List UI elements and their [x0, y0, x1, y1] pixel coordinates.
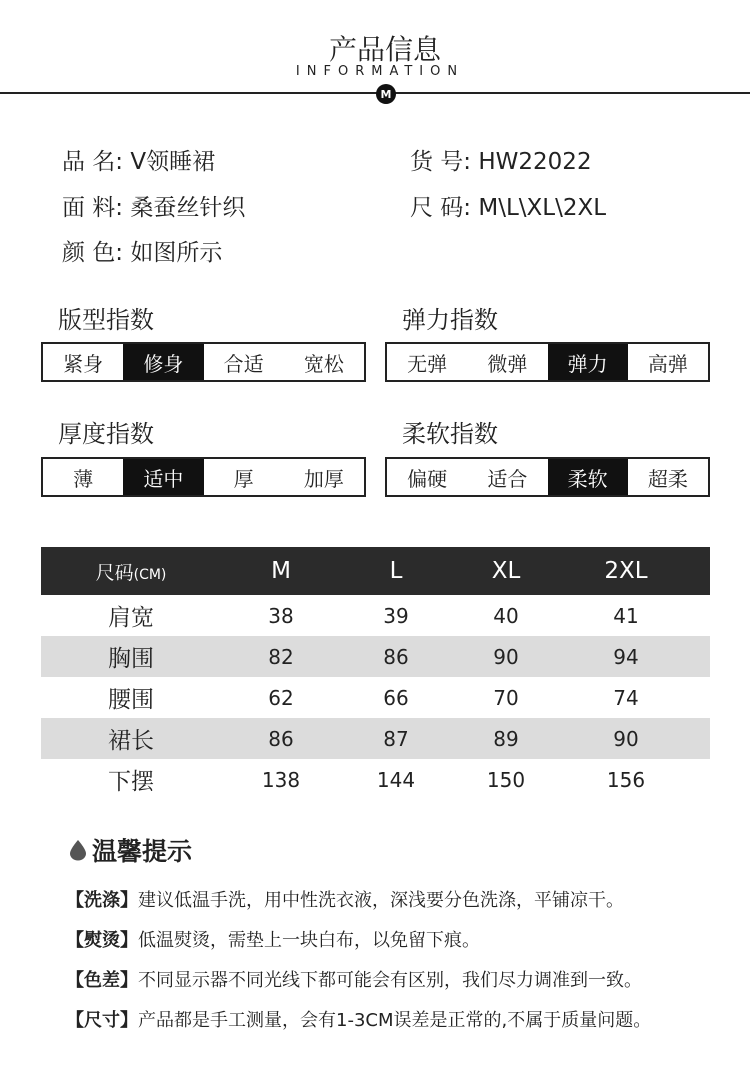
table-row	[41, 718, 710, 759]
table-cell: 89	[493, 726, 519, 751]
thickness-index-title: 厚度指数	[58, 420, 154, 448]
table-cell: 94	[613, 644, 639, 669]
table-cell: 156	[606, 767, 646, 792]
table-cell: 39	[383, 603, 409, 628]
table-cell: 38	[268, 603, 294, 628]
table-cell: 90	[493, 644, 519, 669]
size-header-label: 尺码(CM)	[95, 561, 167, 584]
drop-icon	[68, 839, 88, 861]
info-code	[410, 143, 592, 176]
tip-key: 【洗涤】	[66, 890, 138, 911]
table-cell: 87	[383, 726, 409, 751]
table-row	[41, 759, 710, 800]
elastic-index-title: 弹力指数	[402, 306, 498, 334]
tip-key: 【色差】	[66, 970, 138, 991]
tips-heading	[68, 832, 192, 868]
thickness-option: 厚	[233, 466, 254, 491]
tip-item	[66, 1006, 651, 1032]
tip-text: 低温熨烫，需垫上一块白布，以免留下痕。	[138, 930, 480, 951]
table-cell: 90	[613, 726, 639, 751]
tip-item	[66, 886, 624, 912]
tip-key: 【熨烫】	[66, 930, 138, 951]
section-header	[0, 0, 750, 110]
row-label: 胸围	[108, 646, 154, 672]
softness-option: 适合	[487, 466, 528, 491]
size-col-header: 2XL	[604, 558, 648, 584]
table-cell: 74	[613, 685, 639, 710]
table-cell: 150	[486, 767, 526, 792]
info-name-label: 品 名:	[62, 149, 124, 175]
softness-index-bar	[385, 457, 710, 497]
table-cell: 138	[261, 767, 301, 792]
info-code-value: HW22022	[478, 149, 592, 175]
size-col-header: M	[271, 558, 291, 584]
m-badge-icon: M	[376, 84, 396, 104]
tips-title: 温馨提示	[92, 837, 193, 866]
size-col-header: XL	[491, 558, 521, 584]
info-size-label: 尺 码:	[410, 195, 472, 221]
table-cell: 86	[268, 726, 294, 751]
table-cell: 66	[383, 685, 409, 710]
thickness-option: 加厚	[303, 466, 344, 491]
table-cell: 144	[376, 767, 416, 792]
fit-option: 修身	[123, 344, 203, 380]
table-row	[41, 636, 710, 677]
elastic-option: 微弹	[487, 351, 528, 376]
table-cell: 62	[268, 685, 294, 710]
info-size	[410, 189, 606, 222]
table-row	[41, 677, 710, 718]
softness-option: 超柔	[647, 466, 688, 491]
softness-option: 偏硬	[407, 466, 448, 491]
tip-key: 【尺寸】	[66, 1010, 138, 1031]
tip-text: 产品都是手工测量，会有1-3CM误差是正常的,不属于质量问题。	[138, 1010, 652, 1031]
info-code-label: 货 号:	[410, 149, 472, 175]
info-fabric-label: 面 料:	[62, 195, 124, 221]
info-fabric	[62, 189, 245, 222]
elastic-option: 无弹	[407, 351, 448, 376]
elastic-option: 高弹	[647, 351, 688, 376]
tip-item	[66, 926, 480, 952]
fit-index-title: 版型指数	[58, 306, 154, 334]
tip-item	[66, 966, 642, 992]
table-row	[41, 595, 710, 636]
info-size-value: M\L\XL\2XL	[478, 195, 607, 221]
row-label: 腰围	[108, 687, 154, 713]
thickness-index-bar	[41, 457, 366, 497]
fit-option: 合适	[223, 351, 264, 376]
header-divider	[0, 92, 750, 94]
size-col-header: L	[389, 558, 403, 584]
tip-text: 建议低温手洗，用中性洗衣液，深浅要分色洗涤，平铺凉干。	[138, 890, 624, 911]
row-label: 下摆	[108, 769, 154, 795]
section-subtitle: INFORMATION	[295, 64, 465, 79]
elastic-option: 弹力	[548, 344, 628, 380]
info-fabric-value: 桑蚕丝针织	[130, 195, 246, 221]
row-label: 裙长	[108, 728, 154, 754]
thickness-option: 适中	[123, 459, 203, 495]
fit-index-bar	[41, 342, 366, 382]
info-color	[62, 234, 222, 267]
thickness-option: 薄	[73, 466, 94, 491]
info-color-value: 如图所示	[130, 240, 223, 266]
elastic-index-bar	[385, 342, 710, 382]
size-table-header	[41, 547, 710, 595]
info-color-label: 颜 色:	[62, 240, 124, 266]
info-name-value: V领睡裙	[130, 149, 216, 175]
softness-option: 柔软	[548, 459, 628, 495]
row-label: 肩宽	[108, 605, 154, 631]
table-cell: 86	[383, 644, 409, 669]
table-cell: 40	[493, 603, 519, 628]
info-name	[62, 143, 215, 176]
table-cell: 41	[613, 603, 639, 628]
tip-text: 不同显示器不同光线下都可能会有区别，我们尽力调准到一致。	[138, 970, 642, 991]
section-title: 产品信息	[328, 33, 441, 66]
table-cell: 70	[493, 685, 519, 710]
size-table	[41, 547, 710, 800]
table-cell: 82	[268, 644, 294, 669]
softness-index-title: 柔软指数	[402, 420, 498, 448]
fit-option: 紧身	[63, 351, 104, 376]
fit-option: 宽松	[303, 351, 344, 376]
